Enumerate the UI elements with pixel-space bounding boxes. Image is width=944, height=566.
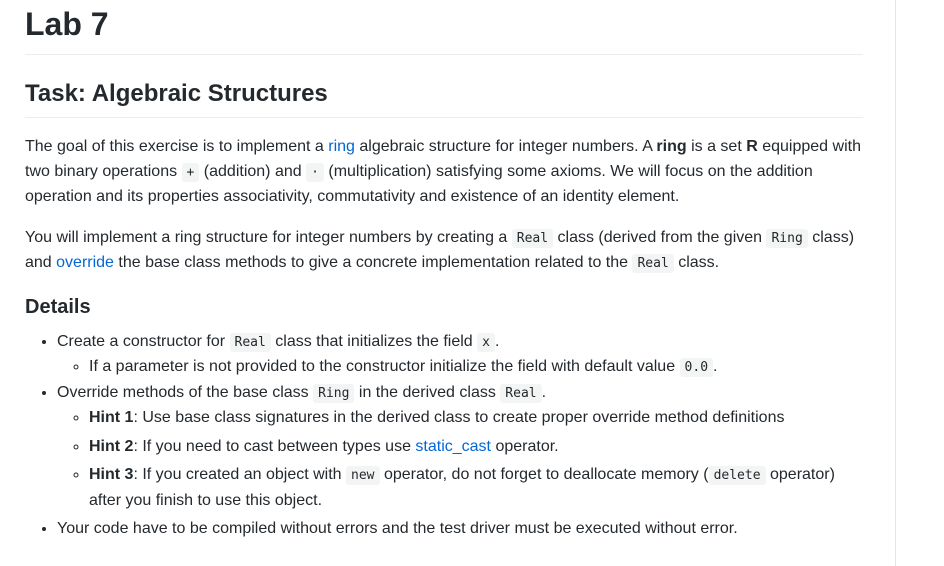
details-heading: Details xyxy=(25,295,91,318)
new-code: new xyxy=(346,466,379,485)
ring-bold: ring xyxy=(656,138,687,155)
page-title: Lab 7 xyxy=(25,0,863,55)
default-value-code: 0.0 xyxy=(680,358,713,377)
real-code: Real xyxy=(500,384,541,403)
details-list xyxy=(25,330,863,542)
list-item: ◦ If a parameter is not provided to the constructor initialize the field with default value 0.0 . xyxy=(89,355,863,381)
plus-code: + xyxy=(182,163,200,182)
hint-label: Hint 3 xyxy=(89,466,134,483)
hints-list xyxy=(57,406,863,513)
hint-label: Hint 2 xyxy=(89,437,134,455)
hint-label: Hint 1 xyxy=(89,409,134,426)
delete-code: delete xyxy=(709,466,766,485)
real-code: Real xyxy=(230,333,271,352)
right-divider xyxy=(895,0,896,566)
task-heading: Task: Algebraic Structures xyxy=(25,55,863,118)
list-item: • Override methods of the base class Ring in the derived class Real . ◦ Hint 1: Use base class signatures in the derived class to create proper override method definitions ◦ Hint 2: If you need to cast between types use static_cast operator. ◦ Hint 3: If you created an object with new operator, do not forget to deallocate memory ( delete operator) after you finish to use this object. xyxy=(57,381,863,514)
ring-code: Ring xyxy=(313,384,354,403)
x-field-code: x xyxy=(477,333,495,352)
dot-code: · xyxy=(306,163,324,182)
hint-item: ◦ Hint 3: If you created an object with new operator, do not forget to deallocate memory ( delete operator) after you finish to use this object. xyxy=(89,463,863,513)
hint-item: ◦ Hint 2: If you need to cast between types use static_cast operator. xyxy=(89,435,863,460)
document-content xyxy=(25,0,863,542)
hint-item: ◦ Hint 1: Use base class signatures in the derived class to create proper override method definitions xyxy=(89,406,863,431)
ring-code: Ring xyxy=(766,229,807,248)
real-code: Real xyxy=(512,229,553,248)
implementation-paragraph: You will implement a ring structure for integer numbers by creating a Real class (derived from the given Ring class) and override the base class methods to give a concrete implementation related to the Real class. xyxy=(25,228,855,271)
list-item: • Your code have to be compiled without errors and the test driver must be executed without error. xyxy=(57,517,863,542)
list-item: • Create a constructor for Real class that initializes the field x . ◦ If a parameter is not provided to the constructor initialize the field with default value 0.0 . xyxy=(57,330,863,381)
intro-paragraph: The goal of this exercise is to implement a ring algebraic structure for integer numbers. A ring is a set R equipped with two binary operations + (addition) and · (multiplication) satisfying some axioms. We will focus on the addition operation and its properties associativity, commutativity and existence of an identity element. xyxy=(25,138,861,205)
sub-list xyxy=(57,355,863,381)
override-link[interactable]: override xyxy=(56,254,114,271)
static-cast-link[interactable]: static_cast xyxy=(415,437,491,455)
ring-link[interactable]: ring xyxy=(328,138,355,155)
real-code: Real xyxy=(632,254,673,273)
set-R: R xyxy=(746,138,758,155)
